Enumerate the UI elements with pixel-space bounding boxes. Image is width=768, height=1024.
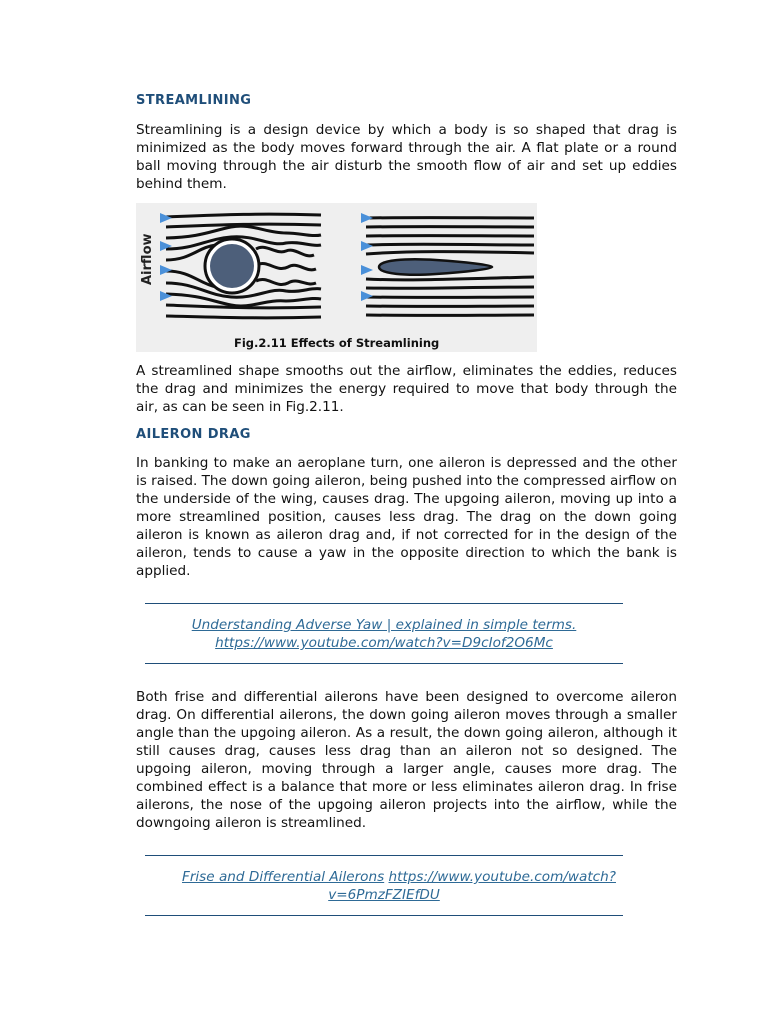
video-link-callout-1 xyxy=(145,603,623,664)
frise-ailerons-url-part-1: https://www.youtube.com/watch? xyxy=(388,869,616,885)
frise-ailerons-video-title-link[interactable]: Frise and Differential Ailerons xyxy=(182,869,385,885)
figure-caption: Fig.2.11 Effects of Streamlining xyxy=(234,336,440,350)
streamlining-paragraph-2: A streamlined shape smooths out the airflow, eliminates the eddies, reduces the drag and minimizes the energy required to move that body through the air, as can be seen in Fig.2.11. xyxy=(136,363,677,415)
figure-effects-of-streamlining xyxy=(136,203,537,352)
streamlining-diagram xyxy=(136,203,537,352)
aileron-drag-paragraph-1: In banking to make an aeroplane turn, one aileron is depressed and the other is raised. The down going aileron, being pushed into the compressed airflow on the underside of the wing, causes drag. The upgoing aileron, moving up into a more streamlined position, causes less drag. The drag on the down going aileron is known as aileron drag and, if not corrected for in the design of the aileron, tends to cause a yaw in the opposite direction to which the bank is applied. xyxy=(136,455,677,579)
adverse-yaw-video-title-link[interactable]: Understanding Adverse Yaw | explained in simple terms. xyxy=(191,617,577,633)
section-heading-aileron-drag: AILERON DRAG xyxy=(136,427,251,442)
aileron-drag-paragraph-2: Both frise and differential ailerons have been designed to overcome aileron drag. On differential ailerons, the down going aileron moves through a smaller angle than the upgoing aileron. As a result, the down going aileron, although it still causes drag, causes less drag than an aileron not so designed. The upgoing aileron, moving through a larger angle, causes more drag. The combined effect is a balance that more or less eliminates aileron drag. In frise ailerons, the nose of the upgoing aileron projects into the airflow, while the downgoing aileron is streamlined. xyxy=(136,689,677,831)
adverse-yaw-video-url-link[interactable]: https://www.youtube.com/watch?v=D9cIof2O6Mc xyxy=(215,635,553,651)
streamlining-paragraph-1: Streamlining is a design device by which a body is so shaped that drag is minimized as the body moves forward through the air. A flat plate or a round ball moving through the air disturb the smooth flow of air and set up eddies behind them. xyxy=(136,122,677,192)
video-link-callout-2 xyxy=(145,855,623,916)
airflow-side-label: Airflow xyxy=(140,233,155,285)
sphere-body xyxy=(210,244,254,288)
section-heading-streamlining: STREAMLINING xyxy=(136,93,252,108)
frise-ailerons-url-part-2: v=6PmzFZIEfDU xyxy=(328,887,440,903)
